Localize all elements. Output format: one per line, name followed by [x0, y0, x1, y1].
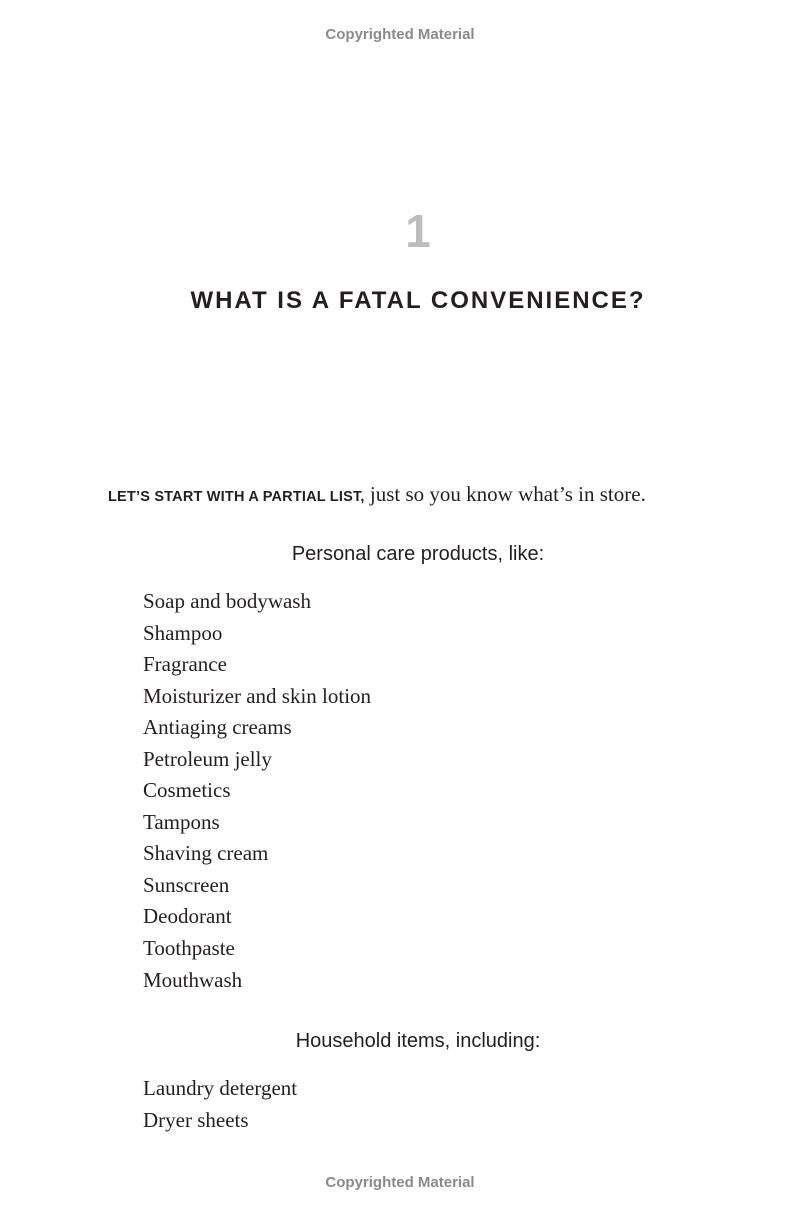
- household-heading: Household items, including:: [295, 1030, 541, 1052]
- list-item: Fragrance: [143, 652, 227, 677]
- list-item: Moisturizer and skin lotion: [143, 683, 372, 708]
- list-item: Mouthwash: [143, 967, 243, 992]
- list-item: Antiaging creams: [143, 715, 292, 740]
- copyright-watermark-top: Copyrighted Material: [325, 26, 475, 43]
- household-list: [143, 1073, 297, 1136]
- list-item: Sunscreen: [143, 872, 230, 897]
- list-item: Laundry detergent: [143, 1076, 298, 1100]
- chapter-number: 1: [405, 205, 431, 257]
- list-item: Shaving cream: [143, 841, 269, 866]
- list-item: Petroleum jelly: [143, 746, 272, 771]
- list-item: Dryer sheets: [143, 1107, 249, 1132]
- list-item: Cosmetics: [143, 778, 231, 803]
- personal-care-list: [143, 586, 371, 996]
- list-item: Toothpaste: [143, 936, 235, 961]
- list-item: Shampoo: [143, 620, 223, 645]
- copyright-watermark-bottom: Copyrighted Material: [325, 1174, 475, 1191]
- chapter-title: WHAT IS A FATAL CONVENIENCE?: [190, 287, 646, 314]
- list-item: Deodorant: [143, 904, 232, 929]
- personal-care-heading: Personal care products, like:: [291, 543, 545, 565]
- intro-text: just so you know what’s in store.: [364, 482, 646, 506]
- intro-paragraph: [108, 480, 646, 511]
- list-item: Tampons: [143, 809, 220, 834]
- intro-lead: LET’S START WITH A PARTIAL LIST,: [108, 489, 365, 505]
- list-item: Soap and bodywash: [143, 589, 311, 613]
